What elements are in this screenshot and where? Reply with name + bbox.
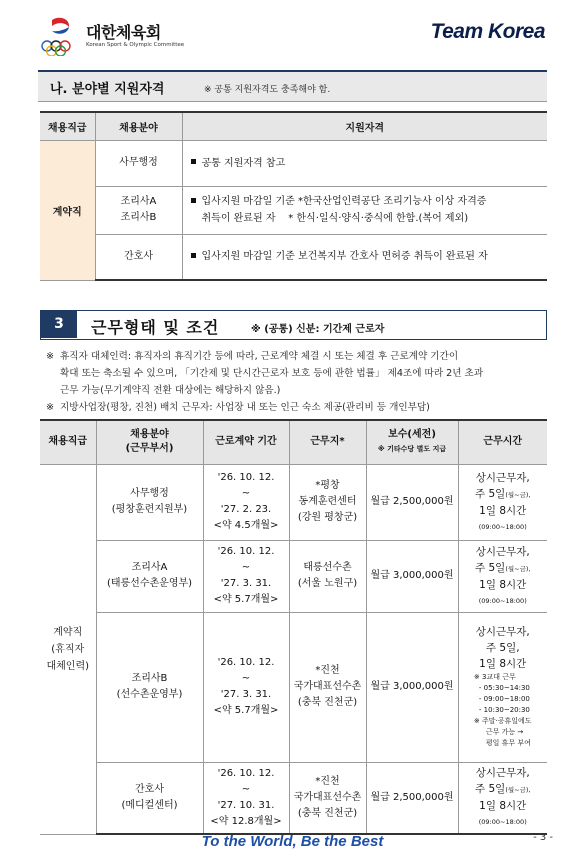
location-text: 태릉선수촌 xyxy=(303,562,352,573)
field-text: 조리사A xyxy=(131,562,168,573)
period-text: '27. 3. 31. xyxy=(220,689,272,700)
qual-text: 입사지원 마감일 기준 보건복지부 간호사 면허증 취득이 완료된 자 xyxy=(201,251,488,263)
header-cell: 채용직급 xyxy=(40,112,95,140)
location-cell xyxy=(289,762,366,834)
hours-text: 상시근무자, xyxy=(475,626,530,638)
notes-block xyxy=(46,348,556,416)
table-row xyxy=(40,464,547,540)
location-text: (충북 진천군) xyxy=(297,807,358,819)
location-cell xyxy=(289,540,366,612)
header-cell: 지원자격 xyxy=(182,112,547,140)
field-cell xyxy=(95,234,182,280)
table-row xyxy=(40,186,547,234)
hours-text: 1일 8시간 xyxy=(479,658,527,670)
note-text: 확대 또는 축소될 수 있으며, 「기간제 및 단시간근로자 보호 등에 관한 법률」 제4조에 따라 2년 초과 xyxy=(60,368,484,379)
hours-text: 상시근무자, xyxy=(475,767,530,780)
period-text: '27. 10. 31. xyxy=(217,799,275,811)
team-korea-logo: Team Korea xyxy=(430,20,545,43)
header-cell: 근로계약 기간 xyxy=(203,420,289,464)
hours-text: (월~금), xyxy=(505,490,531,499)
hours-text: 주 5일 xyxy=(475,783,506,796)
hours-text: 상시근무자, xyxy=(475,471,530,484)
qual-text: 공통 지원자격 참고 xyxy=(201,157,286,169)
org-sub: Korean Sport & Olympic Committee xyxy=(86,42,185,48)
job-grade-cell xyxy=(40,464,96,834)
hours-text: (09:00~18:00) xyxy=(478,522,527,531)
shift-text: - 09:00~18:00 xyxy=(478,695,530,703)
shift-text: 근무 가능 → xyxy=(485,728,524,736)
period-text: ~ xyxy=(241,488,251,499)
shift-text: - 10:30~20:30 xyxy=(478,706,530,714)
section-na-title: 나. 분야별 지원자격 xyxy=(50,82,165,97)
shift-text: 평일 휴무 부여 xyxy=(485,739,531,747)
table-row xyxy=(40,540,547,612)
table-row xyxy=(40,140,547,186)
location-text: *진천 xyxy=(315,665,340,676)
hours-cell xyxy=(458,540,547,612)
field-cell xyxy=(96,762,203,834)
header-text: 보수(세전) xyxy=(388,429,436,441)
period-cell xyxy=(203,540,289,612)
dept-text: (태릉선수촌운영부) xyxy=(106,578,193,589)
shift-text: ※ 3교대 근무 xyxy=(473,673,516,681)
period-text: ~ xyxy=(241,783,251,795)
field-cell xyxy=(96,540,203,612)
header-cell xyxy=(366,420,458,464)
grade-text: 계약직 xyxy=(53,626,83,638)
hours-text: 주 5일 xyxy=(475,487,506,500)
period-text: '26. 10. 12. xyxy=(217,767,275,779)
period-cell xyxy=(203,612,289,762)
header-cell: 채용직급 xyxy=(40,420,96,464)
qualification-table xyxy=(40,111,547,281)
pay-cell: 월급 2,500,000원 xyxy=(366,464,458,540)
header-subtext: ※ 기타수당 별도 지급 xyxy=(377,445,447,454)
field-text: 사무행정 xyxy=(130,488,169,499)
qual-text: 취득이 완료된 자 * 한식·일식·양식·중식에 한함.(복어 제외) xyxy=(201,213,469,224)
qual-text: 입사지원 마감일 기준 *한국산업인력공단 조리기능사 이상 자격증 xyxy=(201,196,487,207)
page-header xyxy=(0,0,585,66)
org-logo xyxy=(38,16,198,58)
pay-cell: 월급 3,000,000원 xyxy=(366,540,458,612)
footer-slogan: To the World, Be the Best xyxy=(201,833,384,850)
field-text: 사무행정 xyxy=(119,157,158,168)
note-text: 휴직자 대체인력: 휴직자의 휴직기간 등에 따라, 근로계약 체결 시 또는 체결 후 근로계약 기간이 xyxy=(60,351,459,362)
shift-text: - 05:30~14:30 xyxy=(478,684,530,692)
table-header-row xyxy=(40,112,547,140)
hours-text: 주 5일, xyxy=(485,642,520,654)
bullet-icon xyxy=(191,253,196,258)
table-row xyxy=(40,612,547,762)
location-text: *진천 xyxy=(315,775,340,787)
field-text: 조리사A xyxy=(120,196,157,207)
period-text: '26. 10. 12. xyxy=(217,657,275,668)
pay-cell: 월급 3,000,000원 xyxy=(366,612,458,762)
location-text: 국가대표선수촌 xyxy=(293,791,362,803)
grade-text: (휴직자 xyxy=(51,643,85,655)
period-text: '26. 10. 12. xyxy=(217,546,275,557)
bullet-icon xyxy=(191,198,196,203)
field-cell xyxy=(95,186,182,234)
location-cell xyxy=(289,612,366,762)
olympic-rings-icon xyxy=(38,16,84,56)
hours-text: (월~금), xyxy=(505,564,531,573)
table-header-row xyxy=(40,420,547,464)
period-text: <약 12.8개월> xyxy=(210,815,282,827)
employment-conditions-table xyxy=(40,419,547,835)
period-text: <약 4.5개월> xyxy=(213,520,279,531)
hours-text: 상시근무자, xyxy=(475,545,530,558)
hours-text: 1일 8시간 xyxy=(479,578,527,591)
dept-text: (메디컬센터) xyxy=(121,799,178,811)
pay-cell: 월급 2,500,000원 xyxy=(366,762,458,834)
period-cell xyxy=(203,762,289,834)
location-cell xyxy=(289,464,366,540)
qual-cell xyxy=(182,234,547,280)
hours-cell xyxy=(458,762,547,834)
period-text: '26. 10. 12. xyxy=(217,472,275,483)
section-number: 3 xyxy=(41,311,77,338)
bullet-icon xyxy=(191,159,196,164)
period-text: <약 5.7개월> xyxy=(213,594,279,605)
note-text: 근무 가능(무기계약직 전환 대상에는 해당하지 않음.) xyxy=(60,385,281,396)
hours-text: 1일 8시간 xyxy=(479,504,527,517)
header-subtext: (근무부서) xyxy=(125,443,174,455)
table-row xyxy=(40,762,547,834)
period-text: <약 5.7개월> xyxy=(213,705,279,716)
field-text: 조리사B xyxy=(131,673,168,684)
period-text: '27. 3. 31. xyxy=(220,578,272,589)
dept-text: (평창훈련지원부) xyxy=(111,504,188,515)
page-number: - 3 - xyxy=(533,832,553,843)
org-name: 대한체육회 xyxy=(86,23,161,42)
section-3-header xyxy=(40,310,547,340)
header-text: 채용분야 xyxy=(130,429,169,441)
field-cell xyxy=(96,464,203,540)
header-cell: 근무지* xyxy=(289,420,366,464)
hours-text: 1일 8시간 xyxy=(479,800,527,813)
section-3-note: ※ (공통) 신분: 기간제 근로자 xyxy=(251,324,385,335)
section-3-title: 근무형태 및 조건 xyxy=(91,318,220,337)
location-text: (강원 평창군) xyxy=(297,512,358,523)
dept-text: (선수촌운영부) xyxy=(116,689,183,700)
shift-info xyxy=(474,672,532,749)
period-text: '27. 2. 23. xyxy=(220,504,272,515)
qual-cell xyxy=(182,140,547,186)
hours-cell xyxy=(458,464,547,540)
field-text: 조리사B xyxy=(120,212,157,223)
section-na-note: ※ 공통 지원자격도 충족해야 함. xyxy=(204,85,331,95)
note-mark: ※ xyxy=(46,402,55,413)
qual-cell xyxy=(182,186,547,234)
section-na-header xyxy=(38,70,547,102)
header-cell: 근무시간 xyxy=(458,420,547,464)
note-item xyxy=(46,399,556,416)
location-text: (서울 노원구) xyxy=(297,578,358,589)
grade-text: 대체인력) xyxy=(46,660,90,672)
hours-cell xyxy=(458,612,547,762)
field-cell xyxy=(95,140,182,186)
location-text: 국가대표선수촌 xyxy=(293,681,362,692)
note-item xyxy=(46,348,556,399)
field-cell xyxy=(96,612,203,762)
period-text: ~ xyxy=(241,673,251,684)
hours-text: 주 5일 xyxy=(475,561,506,574)
shift-text: ※ 주말·공휴일에도 xyxy=(473,717,532,725)
note-text: 지방사업장(평창, 진천) 배치 근무자: 사업장 내 또는 인근 숙소 제공(관리비 등 개인부담) xyxy=(60,402,430,413)
hours-text: (09:00~18:00) xyxy=(478,596,527,605)
period-text: ~ xyxy=(241,562,251,573)
hours-text: (09:00~18:00) xyxy=(478,818,527,827)
header-cell xyxy=(96,420,203,464)
period-cell xyxy=(203,464,289,540)
location-text: (충북 진천군) xyxy=(297,697,358,708)
field-text: 간호사 xyxy=(135,783,164,795)
job-grade-cell: 계약직 xyxy=(40,140,95,280)
header-cell: 채용분야 xyxy=(95,112,182,140)
location-text: 동계훈련센터 xyxy=(298,496,357,507)
location-text: *평창 xyxy=(315,480,340,491)
table-row xyxy=(40,234,547,280)
field-text: 간호사 xyxy=(124,250,153,262)
hours-text: (월~금), xyxy=(505,786,531,795)
note-mark: ※ xyxy=(46,351,55,362)
